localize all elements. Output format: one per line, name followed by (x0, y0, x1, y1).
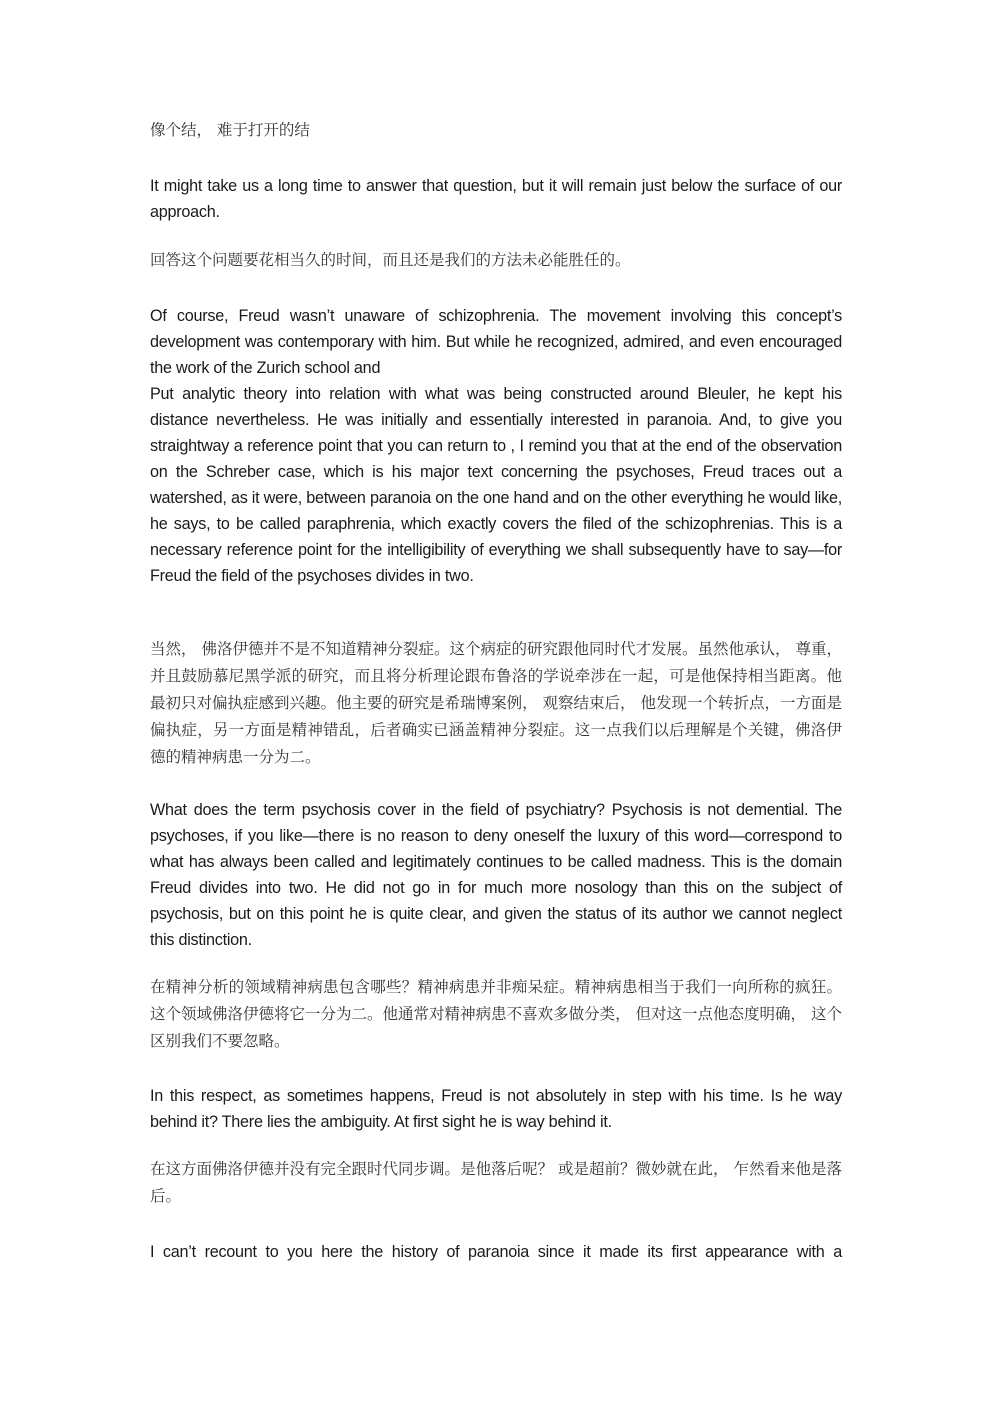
paragraph-en-in-step: In this respect, as sometimes happens, Freud is not absolutely in step with his time. Is he way behind it? There lies the ambiguity. At first sight he is way behind it. (150, 1087, 842, 1131)
paragraph-zh-psychosis: 在精神分析的领域精神病患包含哪些？精神病患并非痴呆症。精神病患相当于我们一向所称的疯狂。这个领域佛洛伊德将它一分为二。他通常对精神病患不喜欢多做分类， 但对这一点他态度明确， 这个区别我们不要忽略。 (150, 978, 842, 1050)
paragraph-line-bleuler: Put analytic theory into relation with what was being constructed around Bleuler, he kept his distance nevertheless. He was initially and essentially interested in paranoia. And, to give you straightway a reference point that you can return to , I remind you that at the end of the observation on the Schreber case, which is his major text concerning the psychoses, Freud traces out a watershed, as it were, between paranoia on the one hand and on the other everything he would like, he says, to be called paraphrenia, which exactly covers the filed of the schizophrenias. This is a necessary reference point for the intelligibility of everything we shall subsequently have to say—for Freud the field of the psychoses divides in two. (150, 385, 842, 585)
paragraph-en-question: It might take us a long time to answer that question, but it will remain just below the surface of our approach. (150, 177, 842, 221)
paragraph-line-zurich: Of course, Freud wasn’t unaware of schizophrenia. The movement involving this concept’s development was contemporary with him. But while he recognized, admired, and even encouraged the work of the Zurich school and (150, 307, 842, 377)
paragraph-zh-freud-schizophrenia: 当然， 佛洛伊德并不是不知道精神分裂症。这个病症的研究跟他同时代才发展。虽然他承认， 尊重， 并且鼓励慕尼黑学派的研究，而且将分析理论跟布鲁洛的学说牵涉在一起，可是他保持相当距离。他最初只对偏执症感到兴趣。他主要的研究是希瑞博案例， 观察结束后， 他发现一个转折点，一方面是偏执症，另一方面是精神错乱，后者确实已涵盖精神分裂症。这一点我们以后理解是个关键，佛洛伊德的精神病患一分为二。 (150, 640, 842, 766)
paragraph-zh-question: 回答这个问题要花相当久的时间，而且还是我们的方法未必能胜任的。 (150, 251, 631, 269)
paragraph-en-psychosis: What does the term psychosis cover in the field of psychiatry? Psychosis is not demential. The psychoses, if you like—there is no reason to deny oneself the luxury of this word—correspond to what has always been called and legitimately continues to be called madness. This is the domain Freud divides into two. He did not go in for much more nosology than this on the subject of psychosis, but on this point he is quite clear, and given the status of its author we cannot neglect this distinction. (150, 801, 842, 949)
paragraph-zh-in-step: 在这方面佛洛伊德并没有完全跟时代同步调。是他落后呢？ 或是超前？微妙就在此， 乍然看来他是落后。 (150, 1160, 842, 1205)
paragraph-en-freud-schizophrenia (150, 303, 842, 589)
paragraph-en-paranoia-history: I can’t recount to you here the history of paranoia since it made its first appearance with a (150, 1243, 842, 1261)
paragraph-zh-knot: 像个结， 难于打开的结 (150, 121, 310, 139)
